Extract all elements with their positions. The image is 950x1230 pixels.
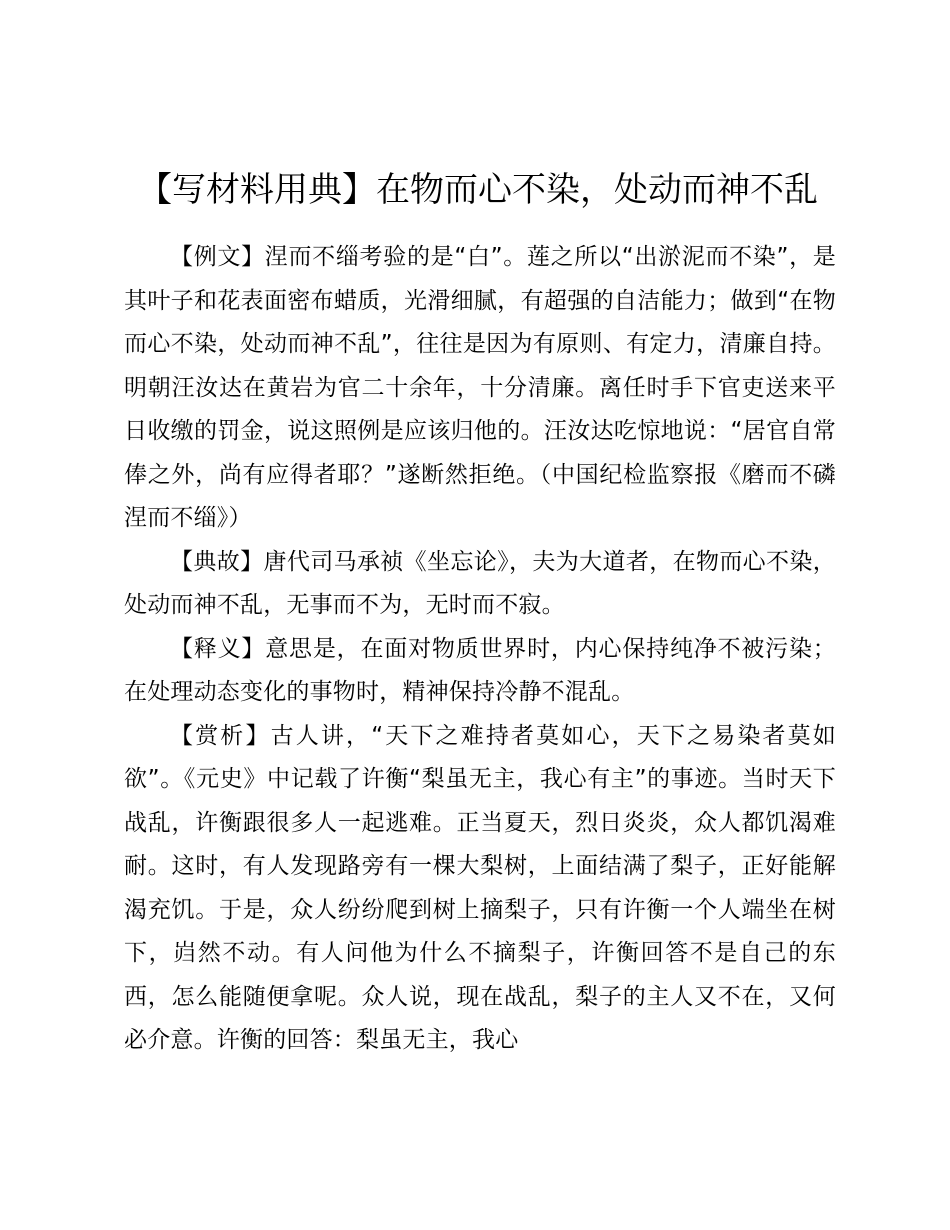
- document-title: 【写材料用典】在物而心不染，处动而神不乱: [138, 170, 818, 210]
- paragraph-example: 【例文】涅而不缁考验的是“白”。莲之所以“出淤泥而不染”，是其叶子和花表面密布蜡质，光滑细腻，有超强的自洁能力；做到“在物而心不染，处动而神不乱”，往往是因为有原则、有定力，清廉自持。明朝汪汝达在黄岩为官二十余年，十分清廉。离任时手下官吏送来平日收缴的罚金，说这照例是应该归他的。汪汝达吃惊地说：“居官自常俸之外，尚有应得者耶？”遂断然拒绝。（中国纪检监察报《磨而不磷涅而不缁》）: [124, 244, 836, 531]
- document-body: [124, 236, 836, 1063]
- paragraph-appreciation: 【赏析】古人讲，“天下之难持者莫如心，天下之易染者莫如欲”。《元史》中记载了许衡“梨虽无主，我心有主”的事迹。当时天下战乱，许衡跟很多人一起逃难。正当夏天，烈日炎炎，众人都饥渴难耐。这时，有人发现路旁有一棵大梨树，上面结满了梨子，正好能解渴充饥。于是，众人纷纷爬到树上摘梨子，只有许衡一个人端坐在树下，岿然不动。有人问他为什么不摘梨子，许衡回答不是自己的东西，怎么能随便拿呢。众人说，现在战乱，梨子的主人又不在，又何必介意。许衡的回答：梨虽无主，我心: [124, 722, 836, 1053]
- paragraph-meaning: 【释义】意思是，在面对物质世界时，内心保持纯净不被污染；在处理动态变化的事物时，精神保持冷静不混乱。: [124, 635, 836, 705]
- paragraph-allusion: 【典故】唐代司马承祯《坐忘论》，夫为大道者，在物而心不染，处动而神不乱，无事而不为，无时而不寂。: [124, 548, 836, 618]
